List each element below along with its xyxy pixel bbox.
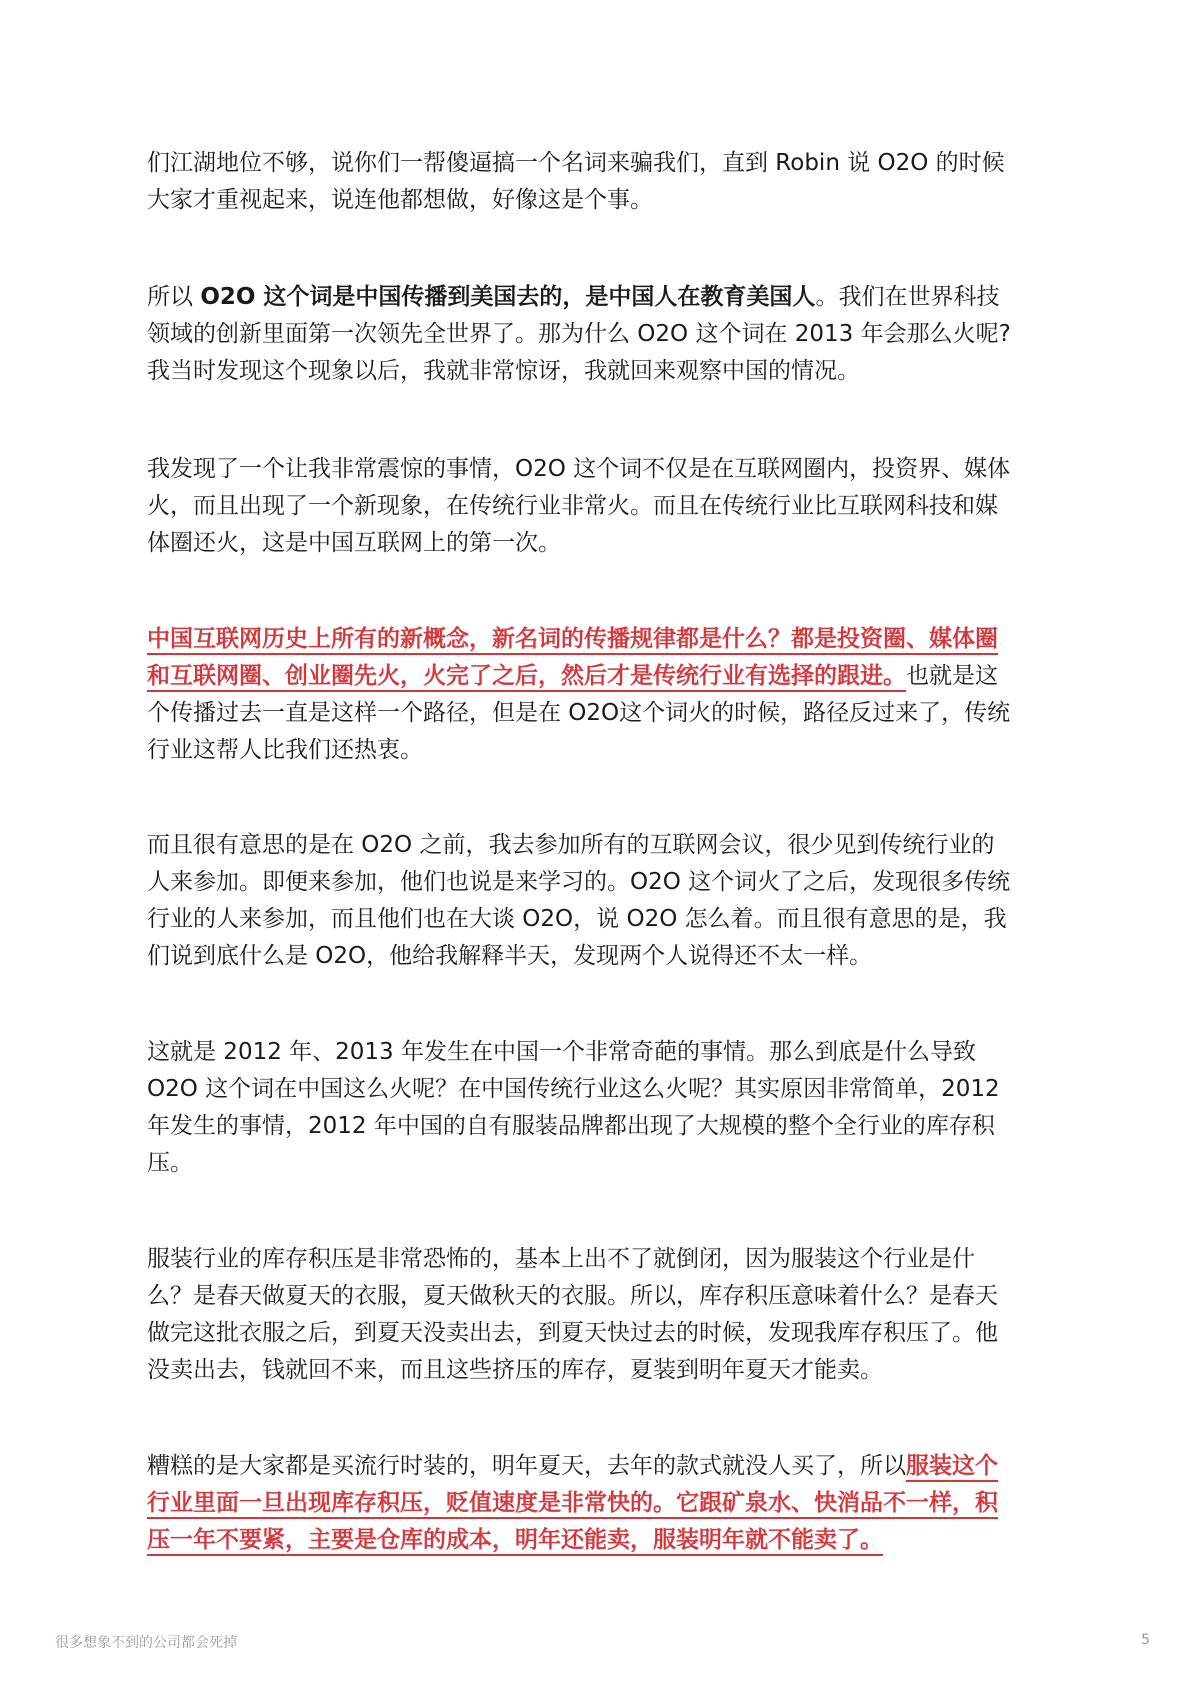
text-segment: 而且很有意思的是在 O2O 之前，我去参加所有的互联网会议，很少见到传统行业的 bbox=[147, 832, 995, 858]
text-segment: 体圈还火，这是中国互联网上的第一次。 bbox=[147, 530, 561, 556]
text-line bbox=[147, 1145, 1067, 1182]
text-line bbox=[147, 1448, 1067, 1485]
bold-text: O2O 这个词是中国传播到美国去的，是中国人在教育美国人 bbox=[200, 284, 816, 310]
text-line bbox=[147, 1522, 1067, 1559]
text-segment: 所以 bbox=[147, 284, 201, 310]
text-segment: 火，而且出现了一个新现象，在传统行业非常火。而且在传统行业比互联网科技和媒 bbox=[147, 493, 998, 519]
highlighted-text: 压一年不要紧，主要是仓库的成本，明年还能卖，服装明年就不能卖了。 bbox=[147, 1527, 883, 1553]
text-segment: 年发生的事情，2012 年中国的自有服装品牌都出现了大规模的整个全行业的库存积 bbox=[147, 1113, 995, 1139]
text-line bbox=[147, 827, 1067, 864]
text-line bbox=[147, 1315, 1067, 1352]
paragraph bbox=[147, 827, 1067, 975]
text-segment: 我发现了一个让我非常震惊的事情，O2O 这个词不仅是在互联网圈内，投资界、媒体 bbox=[147, 456, 1011, 482]
text-segment: 。我们在世界科技 bbox=[815, 284, 1000, 310]
text-line bbox=[147, 658, 1067, 695]
text-segment: 行业这帮人比我们还热衷。 bbox=[147, 737, 423, 763]
highlighted-text: 服装这个 bbox=[906, 1453, 998, 1479]
text-segment: 大家才重视起来，说连他都想做，好像这是个事。 bbox=[147, 187, 653, 213]
paragraph bbox=[147, 1034, 1067, 1182]
text-line bbox=[147, 695, 1067, 732]
paragraph bbox=[147, 145, 1067, 219]
text-segment: 么？是春天做夏天的衣服，夏天做秋天的衣服。所以，库存积压意味着什么？是春天 bbox=[147, 1283, 998, 1309]
highlighted-text: 和互联网圈、创业圈先火，火完了之后，然后才是传统行业有选择的跟进。 bbox=[147, 663, 906, 689]
text-segment: 这就是 2012 年、2013 年发生在中国一个非常奇葩的事情。那么到底是什么导致 bbox=[147, 1039, 976, 1065]
text-line bbox=[147, 621, 1067, 658]
text-line bbox=[147, 864, 1067, 901]
text-line bbox=[147, 732, 1067, 769]
text-line bbox=[147, 1278, 1067, 1315]
highlighted-text: 中国互联网历史上所有的新概念，新名词的传播规律都是什么？都是投资圈、媒体圈 bbox=[147, 626, 998, 652]
text-line bbox=[147, 488, 1067, 525]
text-segment: 糟糕的是大家都是买流行时装的，明年夏天，去年的款式就没人买了，所以 bbox=[147, 1453, 906, 1479]
text-segment: O2O 这个词在中国这么火呢？在中国传统行业这么火呢？其实原因非常简单，2012 bbox=[147, 1076, 1000, 1102]
page-number: 5 bbox=[1141, 1632, 1150, 1648]
text-line bbox=[147, 1485, 1067, 1522]
text-line bbox=[147, 316, 1067, 353]
text-segment: 做完这批衣服之后，到夏天没卖出去，到夏天快过去的时候，发现我库存积压了。他 bbox=[147, 1320, 998, 1346]
text-line bbox=[147, 1108, 1067, 1145]
text-line bbox=[147, 182, 1067, 219]
paragraph bbox=[147, 1448, 1067, 1559]
text-line bbox=[147, 145, 1067, 182]
text-segment: 们江湖地位不够，说你们一帮傻逼搞一个名词来骗我们，直到 Robin 说 O2O 的时候 bbox=[147, 150, 1005, 176]
text-segment: 们说到底什么是 O2O，他给我解释半天，发现两个人说得还不太一样。 bbox=[147, 943, 873, 969]
paragraph bbox=[147, 451, 1067, 562]
text-segment: 个传播过去一直是这样一个路径，但是在 O2O这个词火的时候，路径反过来了，传统 bbox=[147, 700, 1011, 726]
text-line bbox=[147, 938, 1067, 975]
text-line bbox=[147, 1034, 1067, 1071]
text-line bbox=[147, 451, 1067, 488]
text-segment: 压。 bbox=[147, 1150, 193, 1176]
text-segment: 我当时发现这个现象以后，我就非常惊讶，我就回来观察中国的情况。 bbox=[147, 358, 860, 384]
text-segment: 没卖出去，钱就回不来，而且这些挤压的库存，夏装到明年夏天才能卖。 bbox=[147, 1357, 883, 1383]
paragraph bbox=[147, 279, 1067, 390]
text-line bbox=[147, 901, 1067, 938]
text-line bbox=[147, 1071, 1067, 1108]
text-segment: 行业的人来参加，而且他们也在大谈 O2O，说 O2O 怎么着。而且很有意思的是，我 bbox=[147, 906, 1007, 932]
footer-title: 很多想象不到的公司都会死掉 bbox=[55, 1635, 237, 1651]
text-segment: 服装行业的库存积压是非常恐怖的，基本上出不了就倒闭，因为服装这个行业是什 bbox=[147, 1246, 975, 1272]
text-line bbox=[147, 1352, 1067, 1389]
text-line bbox=[147, 279, 1067, 316]
text-segment: 领域的创新里面第一次领先全世界了。那为什么 O2O 这个词在 2013 年会那么火呢? bbox=[147, 321, 1011, 347]
text-line bbox=[147, 525, 1067, 562]
text-line bbox=[147, 353, 1067, 390]
highlighted-text: 行业里面一旦出现库存积压，贬值速度是非常快的。它跟矿泉水、快消品不一样，积 bbox=[147, 1490, 998, 1516]
text-line bbox=[147, 1241, 1067, 1278]
paragraph bbox=[147, 1241, 1067, 1389]
paragraph bbox=[147, 621, 1067, 769]
text-segment: 也就是这 bbox=[906, 663, 998, 689]
text-segment: 人来参加。即便来参加，他们也说是来学习的。O2O 这个词火了之后，发现很多传统 bbox=[147, 869, 1011, 895]
